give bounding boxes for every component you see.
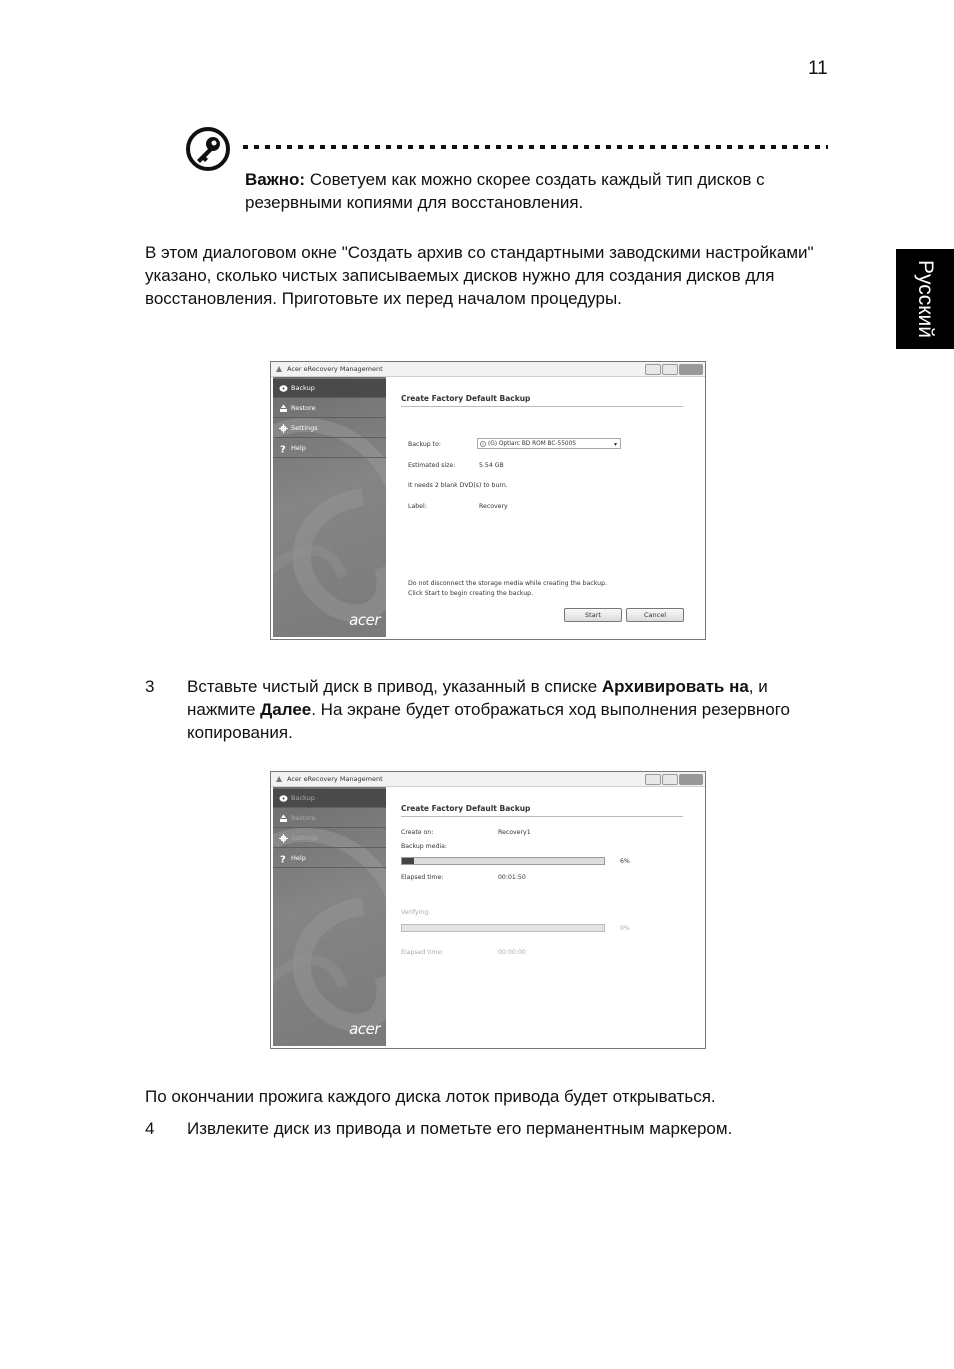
- close-button[interactable]: [679, 364, 703, 375]
- nav-backup-label: Backup: [291, 384, 315, 392]
- label-field-label: Label:: [408, 503, 427, 510]
- nav-help-label: Help: [291, 854, 306, 862]
- svg-text:?: ?: [280, 444, 286, 453]
- note-text: [245, 168, 830, 214]
- nav-settings-label: Settings: [291, 424, 318, 432]
- app-icon: [275, 365, 283, 373]
- svg-text:?: ?: [280, 854, 286, 863]
- backup-progress-percent: 6%: [620, 858, 630, 865]
- backup-progress-fill: [402, 858, 414, 864]
- step-3-text-c: . На экране будет отображаться ход выполнения резервного копирования.: [187, 700, 790, 742]
- key-icon: [185, 126, 231, 172]
- language-tab: [896, 249, 954, 349]
- minimize-button[interactable]: [645, 364, 661, 375]
- backup-progress-panel: [401, 787, 685, 1046]
- panel-title: Create Factory Default Backup: [401, 394, 531, 403]
- create-on-value: Recovery1: [498, 829, 531, 836]
- sidebar: [273, 377, 386, 637]
- paragraph-intro: В этом диалоговом окне "Создать архив со стандартными заводскими настройками" указано, сколько чистых записываемых дисков нужно для создания дисков для восстановления. Приготовьте их перед началом процедуры.: [145, 243, 814, 308]
- window-title: Acer eRecovery Management: [287, 775, 383, 783]
- panel-title: Create Factory Default Backup: [401, 804, 531, 813]
- step-3-text-a: Вставьте чистый диск в привод, указанный в списке: [187, 677, 602, 696]
- elapsed-time-2-value: 00:00:00: [498, 949, 526, 956]
- sidebar: [273, 787, 386, 1046]
- backup-to-select[interactable]: [477, 438, 621, 449]
- verify-progress-bar: [401, 924, 605, 932]
- estimated-size-value: 5.54 GB: [479, 462, 504, 469]
- nav-restore-label: Restore: [291, 814, 316, 822]
- nav-settings[interactable]: [273, 419, 386, 438]
- nav-help[interactable]: [273, 849, 386, 868]
- backup-media-label: Backup media:: [401, 843, 448, 850]
- nav-restore: [273, 809, 386, 828]
- window-titlebar: [271, 772, 705, 787]
- window-titlebar: [271, 362, 705, 377]
- verify-progress-percent: 0%: [620, 925, 630, 932]
- app-icon: [275, 775, 283, 783]
- step-3-bold-next: Далее: [260, 700, 312, 719]
- restore-icon: [279, 814, 288, 823]
- step-3-number: 3: [145, 677, 155, 696]
- elapsed-time-value: 00:01:50: [498, 874, 526, 881]
- backup-to-value: (G) Optiarc BD ROM BC-5500S: [488, 441, 576, 447]
- nav-backup-label: Backup: [291, 794, 315, 802]
- paragraph-tray-opens: По окончании прожига каждого диска лоток привода будет открываться.: [145, 1087, 716, 1106]
- hint-disconnect: Do not disconnect the storage media while creating the backup.: [408, 580, 607, 587]
- step-4-number: 4: [145, 1119, 155, 1138]
- hint-start: Click Start to begin creating the backup.: [408, 590, 534, 597]
- window-controls: [644, 364, 703, 374]
- elapsed-time-2-label: Elapsed time:: [401, 949, 444, 956]
- screenshot-backup-progress: [270, 771, 706, 1049]
- step-3-bold-backup-to: Архивировать на: [601, 677, 749, 696]
- disc-icon: [279, 384, 288, 393]
- title-divider: [401, 406, 683, 407]
- screenshot-backup-setup: [270, 361, 706, 640]
- start-button[interactable]: Start: [564, 608, 622, 622]
- nav-restore-label: Restore: [291, 404, 316, 412]
- note-dotted-rule: [240, 144, 828, 150]
- disc-icon: [279, 794, 288, 803]
- drive-icon: [480, 441, 486, 447]
- nav-restore[interactable]: [273, 399, 386, 418]
- nav-settings: [273, 829, 386, 848]
- backup-setup-panel: [401, 377, 685, 637]
- backup-to-label: Backup to:: [408, 441, 441, 448]
- nav-backup[interactable]: [273, 789, 386, 808]
- estimated-size-label: Estimated size:: [408, 462, 456, 469]
- minimize-button[interactable]: [645, 774, 661, 785]
- restore-icon: [279, 404, 288, 413]
- window-controls: [644, 774, 703, 784]
- nav-help[interactable]: [273, 439, 386, 458]
- language-tab-label: Русский: [914, 260, 937, 338]
- discs-needed-text: It needs 2 blank DVD(s) to burn.: [408, 482, 508, 489]
- nav-settings-label: Settings: [291, 834, 318, 842]
- label-field-value: Recovery: [479, 503, 508, 510]
- elapsed-time-label: Elapsed time:: [401, 874, 444, 881]
- backup-progress-bar: [401, 857, 605, 865]
- acer-logo: acer: [349, 1020, 380, 1038]
- maximize-button[interactable]: [662, 364, 678, 375]
- step-3-text-b: , и нажмите: [187, 677, 768, 719]
- note-label: Важно:: [245, 170, 306, 189]
- gear-icon: [279, 424, 288, 433]
- note-body: Советуем как можно скорее создать каждый тип дисков с резервными копиями для восстановления.: [245, 170, 765, 212]
- nav-help-label: Help: [291, 444, 306, 452]
- title-divider: [401, 816, 683, 817]
- page-number: 11: [808, 58, 828, 79]
- gear-icon: [279, 834, 288, 843]
- verifying-label: Verifying:: [401, 909, 431, 916]
- step-4-text: Извлеките диск из привода и пометьте его перманентным маркером.: [187, 1119, 733, 1138]
- nav-backup[interactable]: [273, 379, 386, 398]
- chevron-down-icon: ▾: [613, 441, 617, 448]
- cancel-button[interactable]: Cancel: [626, 608, 684, 622]
- maximize-button[interactable]: [662, 774, 678, 785]
- step-3-text: [187, 675, 837, 744]
- help-icon: [279, 444, 288, 453]
- close-button[interactable]: [679, 774, 703, 785]
- help-icon: [279, 854, 288, 863]
- window-title: Acer eRecovery Management: [287, 365, 383, 373]
- create-on-label: Create on:: [401, 829, 434, 836]
- acer-logo: acer: [349, 611, 380, 629]
